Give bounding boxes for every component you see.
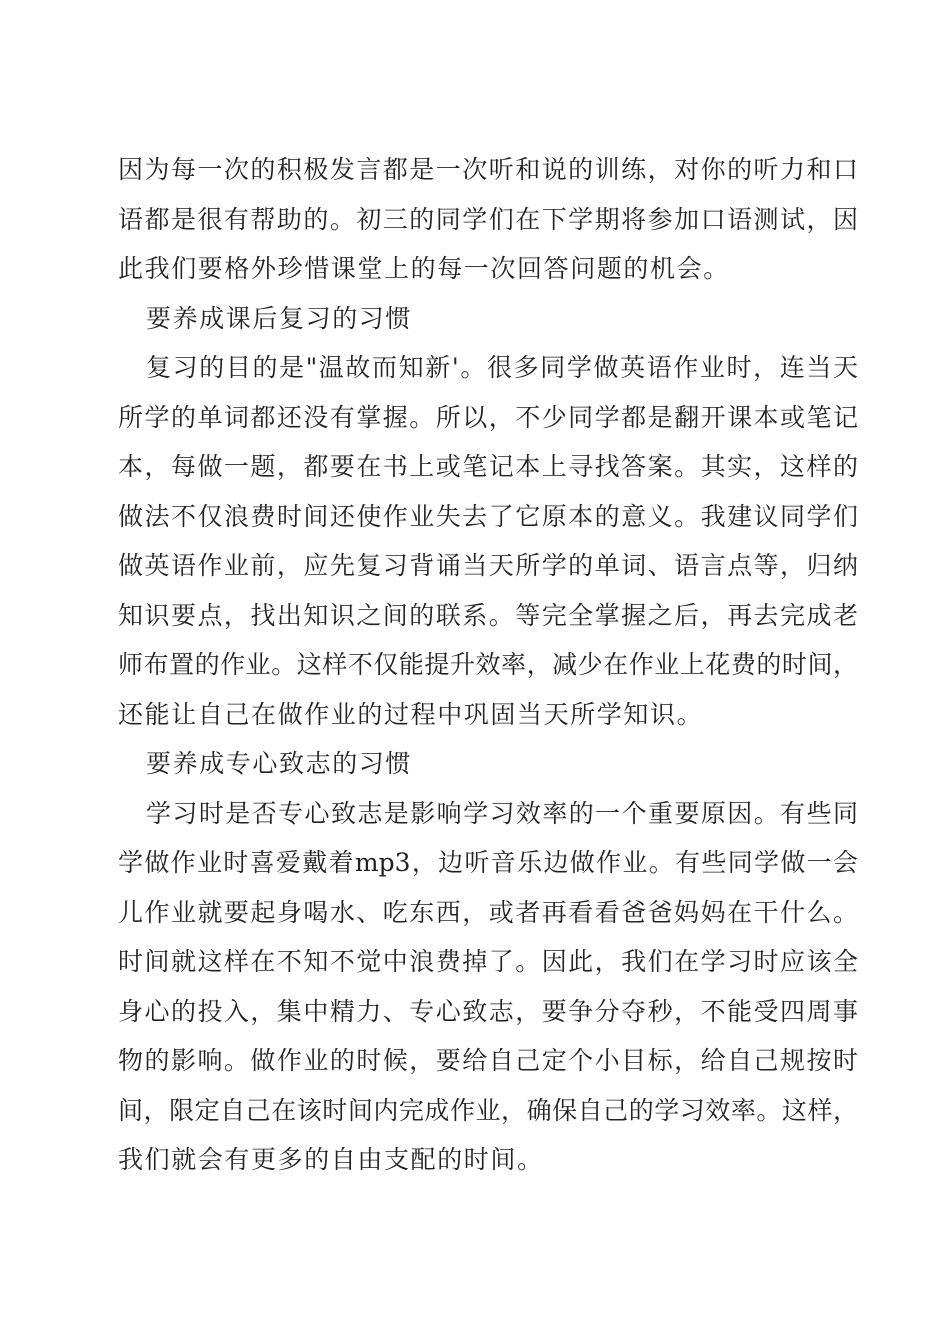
paragraph-1 xyxy=(118,145,858,294)
paragraph-2 xyxy=(118,343,858,739)
text-line: 因为每一次的积极发言都是一次听和说的训练，对你的听力和口 xyxy=(118,155,858,184)
text-line: 儿作业就要起身喝水、吃东西，或者再看看爸爸妈妈在干什么。 xyxy=(118,897,858,927)
text-line: 时间就这样在不知不觉中浪费掉了。因此，我们在学习时应该全 xyxy=(118,947,858,976)
text-line: 还能让自己在做作业的过程中巩固当天所学知识。 xyxy=(118,699,704,729)
paragraph-3 xyxy=(118,789,858,1185)
text-line: 学习时是否专心致志是影响学习效率的一个重要原因。有些同 xyxy=(146,798,858,828)
text-line: 做英语作业前，应先复习背诵当天所学的单词、语言点等，归纳 xyxy=(118,551,858,580)
text-line: 我们就会有更多的自由支配的时间。 xyxy=(118,1145,544,1174)
text-line: 此我们要格外珍惜课堂上的每一次回答问题的机会。 xyxy=(118,254,730,283)
text-line: 师布置的作业。这样不仅能提升效率，减少在作业上花费的时间， xyxy=(118,650,858,679)
heading-text: 要养成课后复习的习惯 xyxy=(146,303,413,333)
text-line: 物的影响。做作业的时候，要给自己定个小目标，给自己规按时 xyxy=(118,1046,858,1075)
text-line: 所学的单词都还没有掌握。所以，不少同学都是翻开课本或笔记 xyxy=(118,402,858,432)
text-line: 学做作业时喜爱戴着mp3，边听音乐边做作业。有些同学做一会 xyxy=(118,848,858,877)
text-line: 本，每做一题，都要在书上或笔记本上寻找答案。其实，这样的 xyxy=(118,452,858,481)
text-line: 身心的投入，集中精力、专心致志，要争分夺秒，不能受四周事 xyxy=(118,996,858,1026)
heading-text: 要养成专心致志的习惯 xyxy=(146,749,413,778)
text-line: 间，限定自己在该时间内完成作业，确保自己的学习效率。这样， xyxy=(118,1095,858,1125)
document-body xyxy=(118,145,858,1185)
text-line: 做法不仅浪费时间还使作业失去了它原本的意义。我建议同学们 xyxy=(118,501,858,531)
section-heading-focus xyxy=(118,739,858,789)
text-line: 语都是很有帮助的。初三的同学们在下学期将参加口语测试，因 xyxy=(118,204,858,234)
text-line: 复习的目的是"温故而知新'。很多同学做英语作业时，连当天 xyxy=(146,353,858,382)
section-heading-review xyxy=(118,294,858,344)
text-line: 知识要点，找出知识之间的联系。等完全掌握之后，再去完成老 xyxy=(118,600,858,630)
